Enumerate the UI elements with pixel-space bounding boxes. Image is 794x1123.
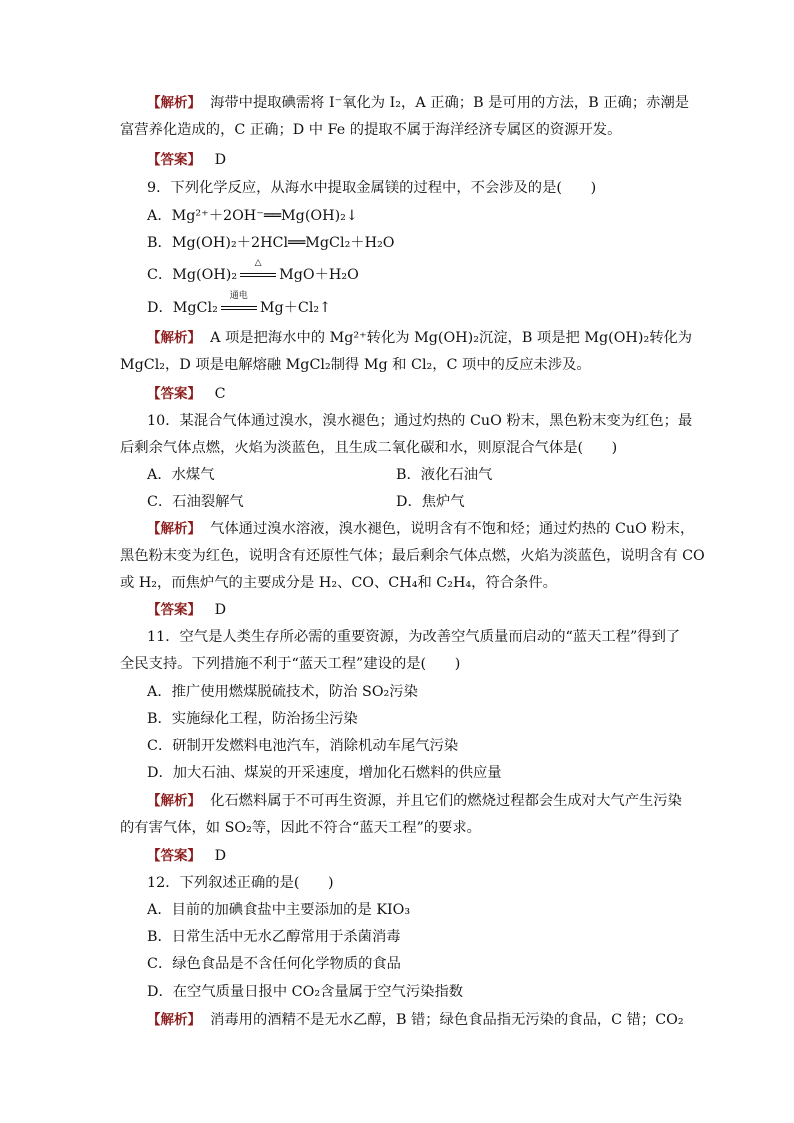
q11-analysis-line-1 — [147, 790, 682, 812]
analysis-tag: 【解析】 — [147, 330, 201, 346]
analysis-tag: 【解析】 — [147, 95, 201, 111]
electrolysis-condition: 通电 — [229, 291, 248, 301]
q9-option-c-label: C． — [147, 267, 173, 283]
q8-answer-line — [147, 149, 226, 171]
answer-tag: 【答案】 — [147, 602, 201, 618]
q9-stem: 9．下列化学反应，从海水中提取金属镁的过程中，不会涉及的是( ) — [147, 180, 597, 196]
analysis-tag: 【解析】 — [147, 1012, 201, 1028]
q9-answer: C — [214, 386, 226, 402]
q10-option-c: C．石油裂解气 — [147, 494, 244, 510]
analysis-tag: 【解析】 — [147, 793, 201, 809]
q9-option-c — [147, 258, 359, 286]
q11-stem-line-2: 全民支持。下列措施不利于“蓝天工程”建设的是( ) — [120, 656, 461, 672]
q12-option-c: C．绿色食品是不含任何化学物质的食品 — [147, 956, 401, 972]
q12-analysis-line-1 — [147, 1009, 684, 1031]
q9-option-a-text: Mg²⁺＋2OH⁻══Mg(OH)₂↓ — [171, 208, 358, 224]
q12-option-b: B．日常生活中无水乙醇常用于杀菌消毒 — [147, 929, 401, 945]
q11-option-b: B．实施绿化工程，防治扬尘污染 — [147, 711, 358, 727]
q10-analysis-line-1 — [147, 518, 694, 540]
q10-option-b: B．液化石油气 — [396, 467, 493, 483]
q9-option-c-right: MgO＋H₂O — [279, 267, 359, 283]
q9-option-a — [147, 205, 358, 227]
q9-option-d — [147, 291, 332, 319]
q12-option-d: D．在空气质量日报中 CO₂含量属于空气污染指数 — [147, 984, 464, 1000]
q8-analysis-line-2: 富营养化造成的，C 正确；D 中 Fe 的提取不属于海洋经济专属区的资源开发。 — [120, 122, 622, 138]
q9-option-d-right: Mg＋Cl₂↑ — [259, 300, 332, 316]
q12-stem: 12．下列叙述正确的是( ) — [147, 875, 334, 891]
q9-option-b-label: B． — [147, 235, 172, 251]
q11-option-c: C．研制开发燃料电池汽车，消除机动车尾气污染 — [147, 738, 459, 754]
q9-option-b-text: Mg(OH)₂＋2HCl══MgCl₂＋H₂O — [171, 235, 395, 251]
q9-option-c-left: Mg(OH)₂ — [172, 267, 238, 283]
q9-analysis-text-1: A 项是把海水中的 Mg²⁺转化为 Mg(OH)₂沉淀，B 项是把 Mg(OH)₂转化为 — [210, 330, 693, 346]
q9-analysis-line-1 — [147, 327, 692, 349]
answer-tag: 【答案】 — [147, 152, 201, 168]
q9-option-a-label: A． — [147, 208, 172, 224]
q9-option-d-label: D． — [147, 300, 173, 316]
q11-answer-line — [147, 845, 226, 867]
q10-stem-line-2: 后剩余气体点燃，火焰为淡蓝色，且生成二氧化碳和水，则原混合气体是( ) — [120, 440, 618, 456]
q12-analysis-text-1: 消毒用的酒精不是无水乙醇，B 错；绿色食品指无污染的食品，C 错；CO₂ — [210, 1012, 684, 1028]
q10-option-d: D．焦炉气 — [396, 494, 465, 510]
q11-answer: D — [214, 848, 227, 864]
q11-option-a: A．推广使用燃煤脱硫技术，防治 SO₂污染 — [147, 684, 418, 700]
q11-stem-line-1: 11．空气是人类生存所必需的重要资源，为改善空气质量而启动的“蓝天工程”得到了 — [147, 629, 681, 645]
heat-condition: △ — [254, 258, 262, 268]
reaction-arrow-heat — [240, 258, 276, 281]
answer-tag: 【答案】 — [147, 848, 201, 864]
answer-tag: 【答案】 — [147, 386, 201, 402]
q10-analysis-line-2: 黑色粉末变为红色，说明含有还原性气体；最后剩余气体点燃，火焰为淡蓝色，说明含有 CO — [120, 548, 705, 564]
analysis-tag: 【解析】 — [147, 521, 201, 537]
q8-answer: D — [214, 152, 227, 168]
q10-analysis-line-3: 或 H₂，而焦炉气的主要成分是 H₂、CO、CH₄和 C₂H₄，符合条件。 — [120, 575, 557, 591]
q9-analysis-line-2: MgCl₂，D 项是电解熔融 MgCl₂制得 Mg 和 Cl₂，C 项中的反应未涉及。 — [120, 357, 591, 373]
q11-analysis-line-2: 的有害气体，如 SO₂等，因此不符合“蓝天工程”的要求。 — [120, 820, 481, 836]
q11-option-d: D．加大石油、煤炭的开采速度，增加化石燃料的供应量 — [147, 765, 502, 781]
q10-answer-line — [147, 599, 226, 621]
q9-answer-line — [147, 383, 226, 405]
q9-option-d-left: MgCl₂ — [172, 300, 218, 316]
q8-analysis-text-1: 海带中提取碘需将 I⁻氧化为 I₂，A 正确；B 是可用的方法，B 正确；赤潮是 — [210, 95, 690, 111]
reaction-arrow-electrolysis — [221, 291, 257, 314]
q12-option-a: A．目前的加碘食盐中主要添加的是 KIO₃ — [147, 902, 411, 918]
q9-option-b — [147, 232, 395, 254]
q8-analysis-line-1 — [147, 92, 689, 114]
q11-analysis-text-1: 化石燃料属于不可再生资源，并且它们的燃烧过程都会生成对大气产生污染 — [210, 793, 682, 809]
q10-stem-line-1: 10．某混合气体通过溴水，溴水褪色；通过灼热的 CuO 粉末，黑色粉末变为红色；最 — [147, 413, 693, 429]
q10-analysis-text-1: 气体通过溴水溶液，溴水褪色，说明含有不饱和烃；通过灼热的 CuO 粉末， — [210, 521, 695, 537]
q10-answer: D — [214, 602, 227, 618]
q10-option-a: A．水煤气 — [147, 467, 215, 483]
